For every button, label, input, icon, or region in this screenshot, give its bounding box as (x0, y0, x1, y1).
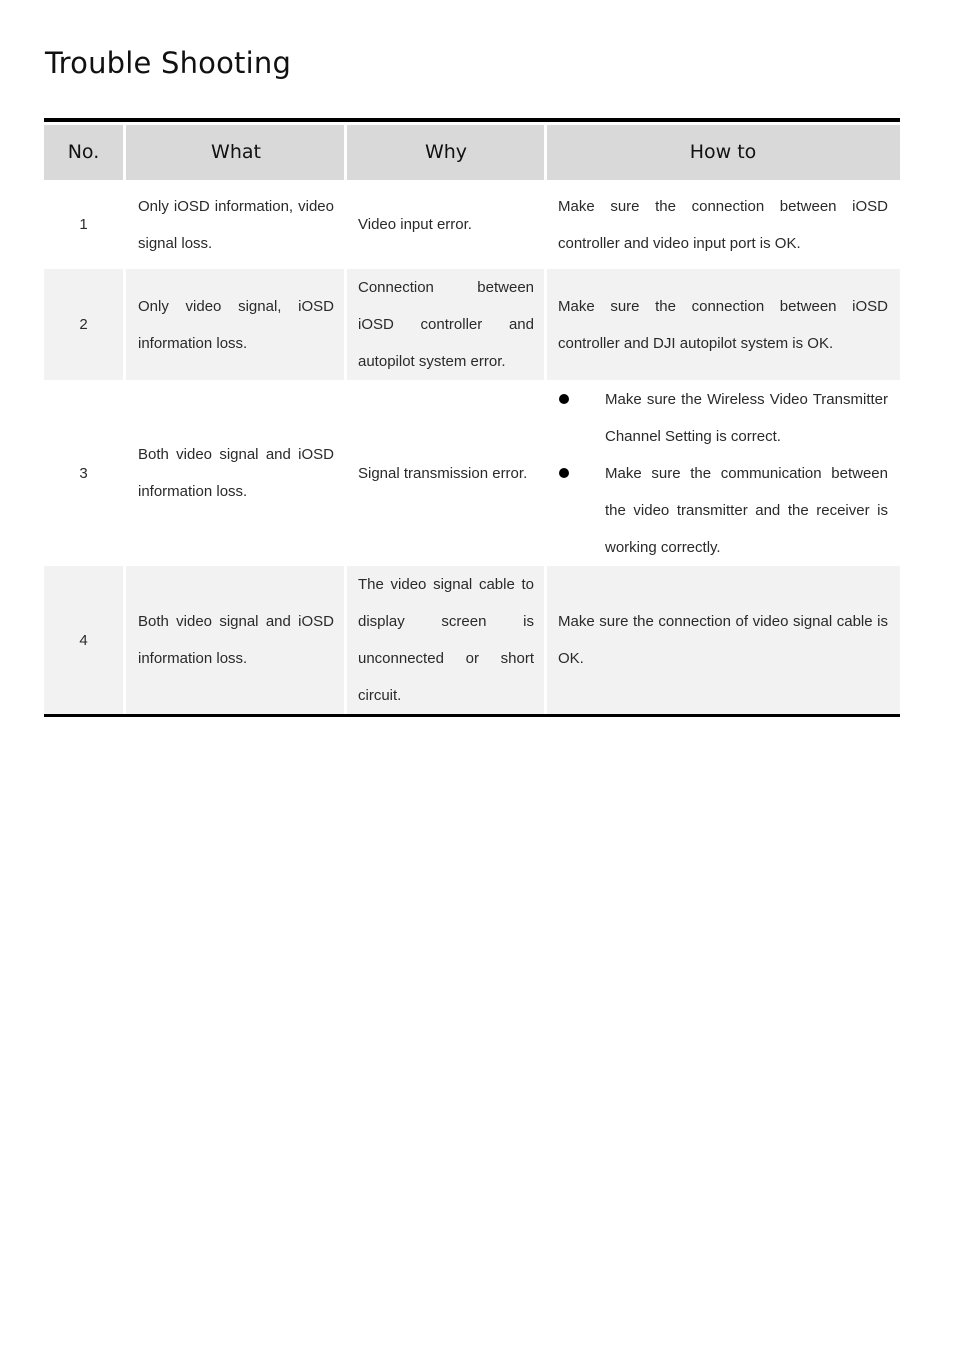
symptom-cell (126, 566, 344, 714)
row-number: 2 (44, 269, 123, 380)
table-row (44, 380, 900, 566)
table-row (44, 566, 900, 714)
symptom-cell (126, 269, 344, 380)
cause-cell (347, 269, 544, 380)
solution-text: Make sure the connection between iOSD controller and video input port is OK. (558, 197, 888, 252)
table-row (44, 180, 900, 269)
row-number: 4 (44, 566, 123, 714)
header-no: No. (44, 125, 123, 180)
solution-bullet-item (558, 381, 888, 455)
troubleshooting-table (44, 118, 900, 717)
solution-text: Make sure the connection of video signal cable is OK. (558, 613, 888, 667)
symptom-text: Only video signal, iOSD information loss. (138, 297, 334, 352)
table-row (44, 269, 900, 380)
cause-text: Signal transmission error. (358, 464, 528, 482)
row-number: 1 (44, 180, 123, 269)
cause-cell (347, 180, 544, 269)
symptom-cell (126, 380, 344, 566)
header-what: What (126, 125, 344, 180)
symptom-cell (126, 180, 344, 269)
solution-bullet-item (558, 455, 888, 566)
solution-bullet-list (558, 381, 888, 566)
header-why: Why (347, 125, 544, 180)
symptom-text: Both video signal and iOSD information loss. (138, 613, 334, 667)
symptom-text: Only iOSD information, video signal loss. (138, 197, 334, 252)
cause-text: Video input error. (358, 216, 472, 233)
solution-cell (547, 566, 900, 714)
table-top-rule (44, 118, 900, 122)
solution-bullet-text: Make sure the Wireless Video Transmitter Channel Setting is correct. (605, 390, 888, 445)
bullet-dot-icon (559, 394, 569, 404)
solution-text: Make sure the connection between iOSD controller and DJI autopilot system is OK. (558, 297, 888, 352)
cause-text: The video signal cable to display screen is unconnected or short circuit. (358, 576, 534, 704)
row-number: 3 (44, 380, 123, 566)
page-title: Trouble Shooting (45, 46, 292, 80)
solution-cell (547, 380, 900, 566)
header-how-to: How to (547, 125, 900, 180)
cause-cell (347, 566, 544, 714)
cause-cell (347, 380, 544, 566)
solution-cell (547, 269, 900, 380)
solution-cell (547, 180, 900, 269)
bullet-dot-icon (559, 468, 569, 478)
symptom-text: Both video signal and iOSD information loss. (138, 446, 334, 500)
cause-text: Connection between iOSD controller and autopilot system error. (358, 279, 534, 370)
table-bottom-rule (44, 714, 900, 717)
solution-bullet-text: Make sure the communication between the video transmitter and the receiver is working correctly. (605, 464, 888, 556)
table-header-row (44, 125, 900, 180)
